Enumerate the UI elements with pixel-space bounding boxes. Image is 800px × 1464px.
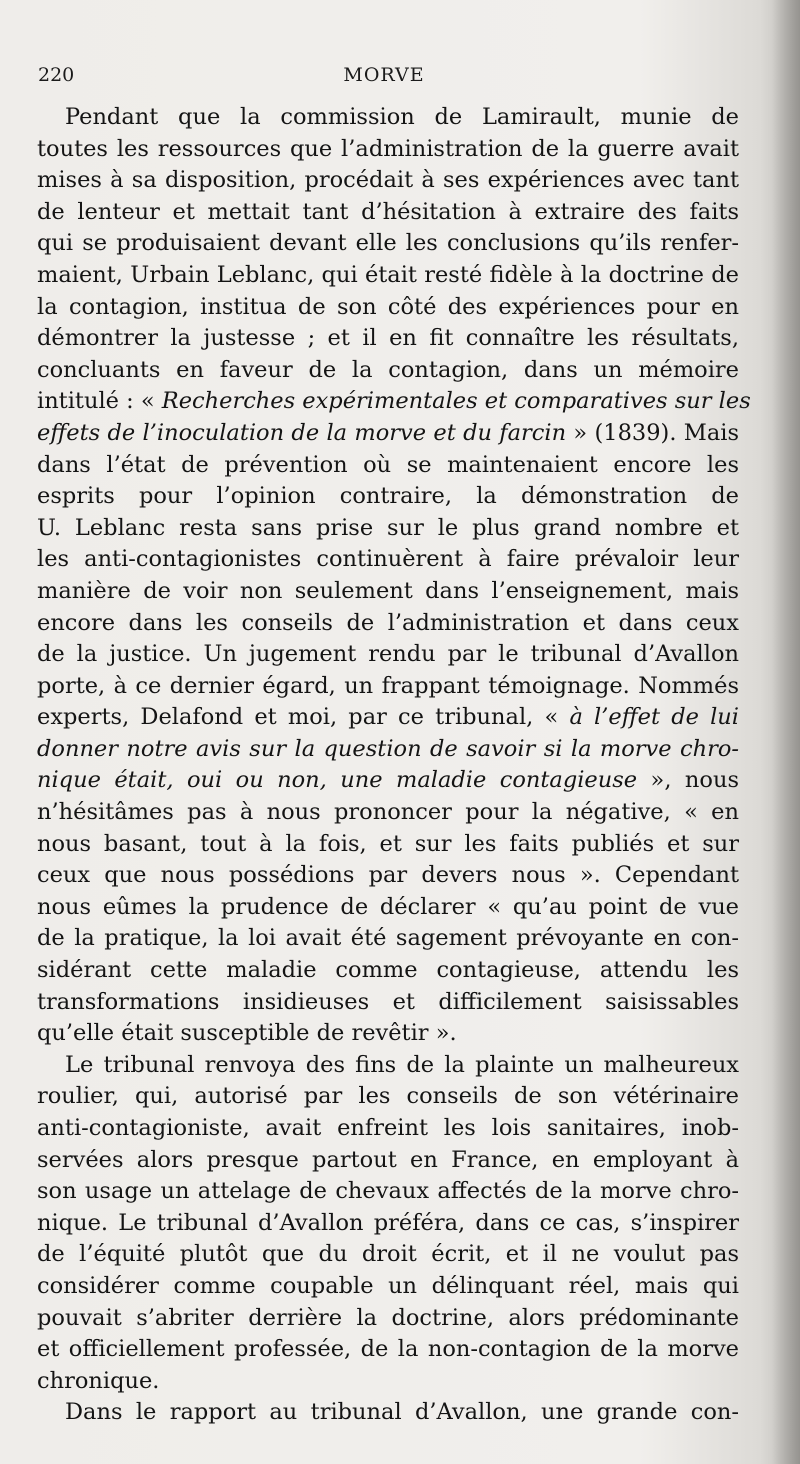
text-line: donner notre avis sur la question de savoir si la morve chro- <box>37 735 739 762</box>
text-line: maient, Urbain Leblanc, qui était resté fidèle à la doctrine de <box>37 261 739 288</box>
text-line: qui se produisaient devant elle les conclusions qu’ils renfer- <box>37 230 739 257</box>
text-line: la contagion, institua de son côté des expériences pour en <box>37 293 739 320</box>
page-number: 220 <box>38 64 75 86</box>
text-line: nous basant, tout à la fois, et sur les faits publiés et sur <box>37 830 739 857</box>
text-line: de lenteur et mettait tant d’hésitation à extraire des faits <box>37 198 739 225</box>
text-line <box>37 765 739 797</box>
text-line: roulier, qui, autorisé par les conseils de son vétérinaire <box>37 1083 739 1110</box>
text-line: sidérant cette maladie comme contagieuse, attendu les <box>37 957 739 984</box>
text-line: Pendant que la commission de Lamirault, munie de <box>65 104 739 130</box>
text-line: manière de voir non seulement dans l’enseignement, mais <box>37 577 739 604</box>
text-line: dans l’état de prévention où se maintenaient encore les <box>37 451 739 478</box>
text-line: de la justice. Un jugement rendu par le tribunal d’Avallon <box>37 641 739 668</box>
text-line: et officiellement professée, de la non-contagion de la morve <box>37 1336 739 1363</box>
text-line <box>37 418 739 450</box>
text-line: de l’équité plutôt que du droit écrit, et il ne voulut pas <box>37 1241 739 1268</box>
running-title: MORVE <box>343 64 425 86</box>
text-line <box>37 702 739 734</box>
text-line: de la pratique, la loi avait été sagement prévoyante en con- <box>37 925 739 952</box>
text-line: mises à sa disposition, procédait à ses expériences avec tant <box>37 167 739 194</box>
text-line: anti-contagioniste, avait enfreint les lois sanitaires, inob- <box>37 1115 739 1141</box>
text-run: intitulé : « <box>37 388 162 415</box>
text-line: Le tribunal renvoya des fins de la plainte un malheureux <box>65 1051 739 1078</box>
text-line: U. Leblanc resta sans prise sur le plus grand nombre et <box>37 514 739 541</box>
text-line: toutes les ressources que l’administration de la guerre avait <box>37 135 739 162</box>
text-line: esprits pour l’opinion contraire, la démonstration de <box>37 483 739 510</box>
text-line: son usage un attelage de chevaux affectés de la morve chro- <box>37 1178 739 1205</box>
text-line: porte, à ce dernier égard, un frappant témoignage. Nommés <box>37 672 739 699</box>
text-line: pouvait s’abriter derrière la doctrine, alors prédominante <box>37 1304 739 1331</box>
page-edge-shadow <box>772 0 800 1464</box>
text-line: transformations insidieuses et difficilement saisissables <box>37 988 739 1015</box>
text-line: encore dans les conseils de l’administration et dans ceux <box>37 609 739 636</box>
text-run: experts, Delafond et moi, par ce tribunal, « <box>37 704 570 731</box>
italic-quote: à l’effet de lui <box>569 704 739 731</box>
text-line: ceux que nous possédions par devers nous ». Cependant <box>37 862 739 889</box>
text-line: servées alors presque partout en France, en employant à <box>37 1146 739 1173</box>
italic-quote: nique était, oui ou non, une maladie contagieuse <box>37 767 638 794</box>
italic-title: Recherches expérimentales et comparatives sur les <box>161 388 751 415</box>
italic-title: effets de l’inoculation de la morve et du farcin <box>37 419 567 446</box>
text-run: » (1839). Mais <box>566 419 740 446</box>
body-text <box>37 102 751 1429</box>
text-line: qu’elle était susceptible de revêtir ». <box>37 1020 457 1047</box>
text-line: considérer comme coupable un délinquant réel, mais qui <box>37 1272 739 1299</box>
text-line: nique. Le tribunal d’Avallon préféra, dans ce cas, s’inspirer <box>37 1209 739 1236</box>
running-head <box>38 64 730 90</box>
text-line: démontrer la justesse ; et il en fit connaître les résultats, <box>37 325 739 352</box>
text-run: », nous <box>637 767 740 794</box>
text-line: les anti-contagionistes continuèrent à faire prévaloir leur <box>37 546 739 573</box>
text-line: concluants en faveur de la contagion, dans un mémoire <box>37 356 739 383</box>
text-line <box>37 386 751 418</box>
text-line: n’hésitâmes pas à nous prononcer pour la négative, « en <box>37 799 739 826</box>
text-line: nous eûmes la prudence de déclarer « qu’au point de vue <box>37 893 739 920</box>
text-line: Dans le rapport au tribunal d’Avallon, une grande con- <box>65 1399 739 1426</box>
text-line: chronique. <box>37 1367 160 1394</box>
